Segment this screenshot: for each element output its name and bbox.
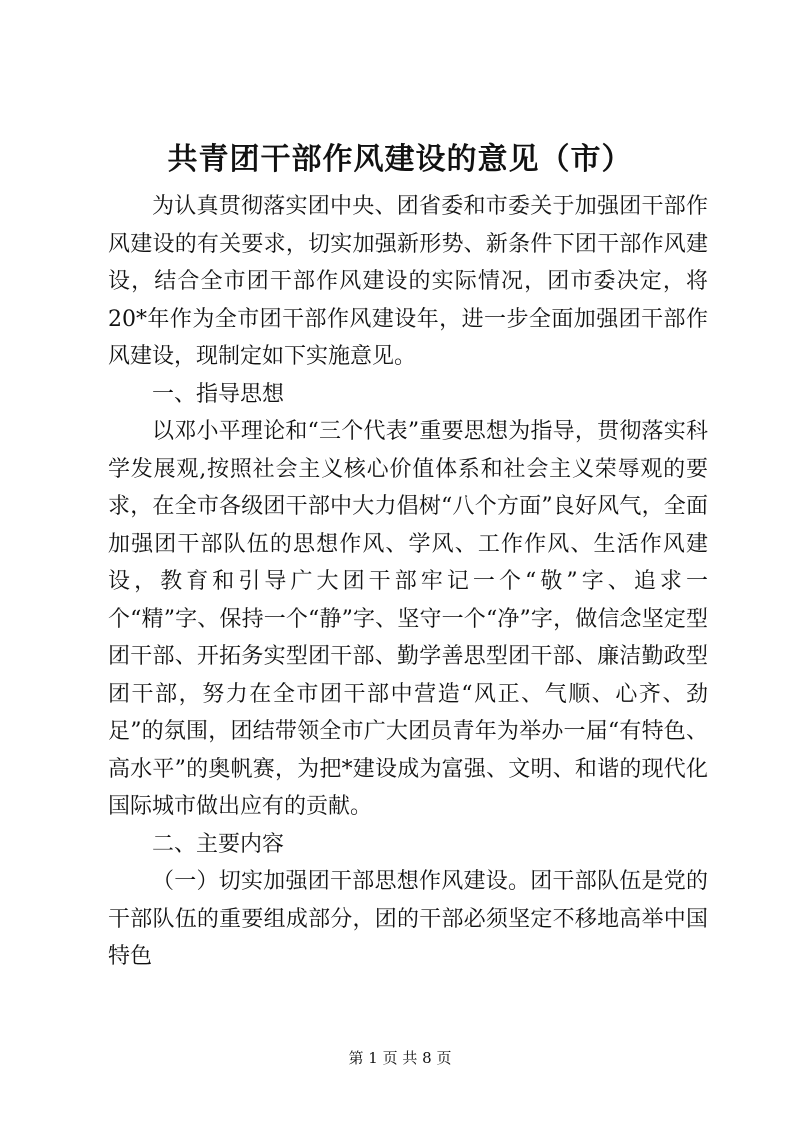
paragraph-intro: 为认真贯彻落实团中央、团省委和市委关于加强团干部作风建设的有关要求，切实加强新形势、新条件下团干部作风建设，结合全市团干部作风建设的实际情况，团市委决定，将20*年作为全市团干部作风建设年，进一步全面加强团干部作风建设，现制定如下实施意见。 xyxy=(108,194,708,369)
paragraph-guiding-ideology: 以邓小平理论和“三个代表”重要思想为指导，贯彻落实科学发展观,按照社会主义核心价值体系和社会主义荣辱观的要求，在全市各级团干部中大力倡树“八个方面”良好风气，全面加强团干部队伍的思想作风、学风、工作作风、生活作风建设，教育和引导广大团干部牢记一个“敬”字、追求一个“精”字、保持一个“静”字、坚守一个“净”字，做信念坚定型团干部、开拓务实型团干部、勤学善思型团干部、廉洁勤政型团干部，努力在全市团干部中营造“风正、气顺、心齐、劲足”的氛围，团结带领全市广大团员青年为举办一届“有特色、高水平”的奥帆赛，为把*建设成为富强、文明、和谐的现代化国际城市做出应有的贡献。 xyxy=(108,419,708,819)
document-body xyxy=(108,188,708,976)
page-footer: 第 1 页 共 8 页 xyxy=(348,1049,452,1067)
section-heading-main-content: 二、主要内容 xyxy=(152,831,285,857)
document-title: 共青团干部作风建设的意见（市） xyxy=(167,142,633,177)
section-heading-guiding-ideology: 一、指导思想 xyxy=(152,381,285,407)
paragraph-main-content-1: （一）切实加强团干部思想作风建设。团干部队伍是党的干部队伍的重要组成部分，团的干部必须坚定不移地高举中国特色 xyxy=(108,869,708,969)
